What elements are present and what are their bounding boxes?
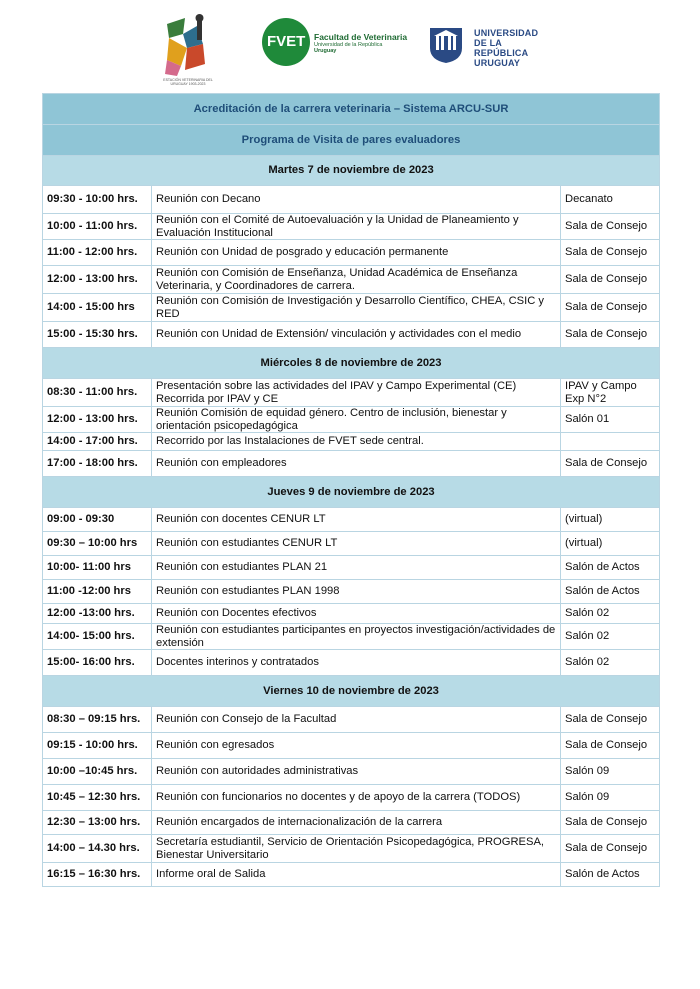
time-cell: 10:45 – 12:30 hrs. xyxy=(43,785,152,811)
schedule-row xyxy=(43,451,660,477)
time-cell: 14:00 - 17:00 hrs. xyxy=(43,433,152,451)
place-cell: Sala de Consejo xyxy=(561,266,660,294)
place-cell: Sala de Consejo xyxy=(561,240,660,266)
header-logos xyxy=(0,12,700,86)
activity-cell: Reunión con estudiantes participantes en proyectos investigación/actividades de extensión xyxy=(152,624,561,650)
place-cell: Sala de Consejo xyxy=(561,733,660,759)
schedule-row xyxy=(43,707,660,733)
place-cell: Sala de Consejo xyxy=(561,294,660,322)
schedule-row xyxy=(43,532,660,556)
time-cell: 09:00 - 09:30 xyxy=(43,508,152,532)
schedule-row xyxy=(43,240,660,266)
schedule-row xyxy=(43,835,660,863)
place-cell: Sala de Consejo xyxy=(561,707,660,733)
place-cell: Decanato xyxy=(561,186,660,214)
place-cell: Salón de Actos xyxy=(561,863,660,887)
place-cell: Salón de Actos xyxy=(561,580,660,604)
place-cell: Salón de Actos xyxy=(561,556,660,580)
activity-cell: Reunión con Decano xyxy=(152,186,561,214)
time-cell: 10:00 - 11:00 hrs. xyxy=(43,214,152,240)
anniversary-caption: ESTACIÓN VETERINARIA DEL URUGUAY 1903-2023 xyxy=(163,78,213,86)
place-cell: Salón 01 xyxy=(561,407,660,433)
activity-cell: Reunión con Comisión de Enseñanza, Unidad Académica de Enseñanza Veterinaria, y Coordinadores de carrera. xyxy=(152,266,561,294)
place-cell: IPAV y Campo Exp N°2 xyxy=(561,379,660,407)
activity-cell: Reunión con docentes CENUR LT xyxy=(152,508,561,532)
activity-cell: Reunión con empleadores xyxy=(152,451,561,477)
time-cell: 12:00 - 13:00 hrs. xyxy=(43,407,152,433)
schedule-row xyxy=(43,556,660,580)
fvet-title: Facultad de Veterinaria xyxy=(314,32,408,42)
time-cell: 08:30 - 11:00 hrs. xyxy=(43,379,152,407)
time-cell: 12:30 – 13:00 hrs. xyxy=(43,811,152,835)
time-cell: 10:00- 11:00 hrs xyxy=(43,556,152,580)
activity-cell: Reunión con Comisión de Investigación y Desarrollo Científico, CHEA, CSIC y RED xyxy=(152,294,561,322)
place-cell: Salón 02 xyxy=(561,624,660,650)
activity-cell: Reunión con Unidad de posgrado y educación permanente xyxy=(152,240,561,266)
fvet-mark: FVET xyxy=(267,33,306,50)
activity-cell: Reunión con estudiantes PLAN 1998 xyxy=(152,580,561,604)
place-cell: Salón 02 xyxy=(561,650,660,676)
activity-cell: Reunión con el Comité de Autoevaluación y la Unidad de Planeamiento y Evaluación Institucional xyxy=(152,214,561,240)
schedule-row xyxy=(43,811,660,835)
program-title: Acreditación de la carrera veterinaria – Sistema ARCU-SUR xyxy=(43,94,660,125)
time-cell: 08:30 – 09:15 hrs. xyxy=(43,707,152,733)
place-cell: Salón 02 xyxy=(561,604,660,624)
place-cell: Sala de Consejo xyxy=(561,451,660,477)
schedule-row xyxy=(43,785,660,811)
place-cell xyxy=(561,433,660,451)
schedule-row xyxy=(43,322,660,348)
activity-cell: Informe oral de Salida xyxy=(152,863,561,887)
activity-cell: Reunión con autoridades administrativas xyxy=(152,759,561,785)
schedule-row xyxy=(43,863,660,887)
day-header-row xyxy=(43,348,660,379)
activity-cell: Reunión con egresados xyxy=(152,733,561,759)
activity-cell: Reunión con Consejo de la Facultad xyxy=(152,707,561,733)
activity-cell: Docentes interinos y contratados xyxy=(152,650,561,676)
day-header-row xyxy=(43,477,660,508)
time-cell: 16:15 – 16:30 hrs. xyxy=(43,863,152,887)
title-row-2 xyxy=(43,125,660,156)
schedule-row xyxy=(43,604,660,624)
schedule-row xyxy=(43,650,660,676)
time-cell: 14:00 - 15:00 hrs xyxy=(43,294,152,322)
time-cell: 11:00 - 12:00 hrs. xyxy=(43,240,152,266)
fvet-subtitle: Universidad de la República xyxy=(314,42,383,48)
schedule-row xyxy=(43,759,660,785)
activity-cell: Recorrido por las Instalaciones de FVET sede central. xyxy=(152,433,561,451)
schedule-row xyxy=(43,624,660,650)
activity-cell: Reunión con Unidad de Extensión/ vinculación y actividades con el medio xyxy=(152,322,561,348)
day-header: Martes 7 de noviembre de 2023 xyxy=(43,156,660,186)
anniversary-logo xyxy=(163,14,211,78)
activity-cell: Reunión con funcionarios no docentes y de apoyo de la carrera (TODOS) xyxy=(152,785,561,811)
schedule-row xyxy=(43,433,660,451)
schedule-row xyxy=(43,294,660,322)
time-cell: 09:15 - 10:00 hrs. xyxy=(43,733,152,759)
activity-cell: Secretaría estudiantil, Servicio de Orientación Psicopedagógica, PROGRESA, Bienestar Universitario xyxy=(152,835,561,863)
place-cell: Salón 09 xyxy=(561,759,660,785)
time-cell: 17:00 - 18:00 hrs. xyxy=(43,451,152,477)
activity-cell: Reunión encargados de internacionalización de la carrera xyxy=(152,811,561,835)
schedule-row xyxy=(43,580,660,604)
program-subtitle: Programa de Visita de pares evaluadores xyxy=(43,125,660,156)
place-cell: (virtual) xyxy=(561,508,660,532)
time-cell: 14:00 – 14.30 hrs. xyxy=(43,835,152,863)
place-cell: Sala de Consejo xyxy=(561,322,660,348)
activity-cell: Reunión con estudiantes PLAN 21 xyxy=(152,556,561,580)
udelar-logo xyxy=(428,26,558,70)
day-header-row xyxy=(43,156,660,186)
fvet-circle xyxy=(262,18,310,66)
day-header-row xyxy=(43,676,660,707)
day-header: Jueves 9 de noviembre de 2023 xyxy=(43,477,660,508)
udelar-line3: URUGUAY xyxy=(474,58,521,68)
schedule-row xyxy=(43,733,660,759)
place-cell: Sala de Consejo xyxy=(561,214,660,240)
time-cell: 11:00 -12:00 hrs xyxy=(43,580,152,604)
udelar-line1: UNIVERSIDAD xyxy=(474,28,539,38)
place-cell: Sala de Consejo xyxy=(561,835,660,863)
fvet-logo xyxy=(262,18,408,68)
udelar-text xyxy=(474,28,558,68)
schedule-row xyxy=(43,186,660,214)
schedule-row xyxy=(43,379,660,407)
place-cell: (virtual) xyxy=(561,532,660,556)
activity-cell: Reunión con Docentes efectivos xyxy=(152,604,561,624)
udelar-seal-icon xyxy=(428,26,464,64)
visit-program-table xyxy=(42,93,660,887)
activity-cell: Reunión Comisión de equidad género. Centro de inclusión, bienestar y orientación psicopedagógica xyxy=(152,407,561,433)
time-cell: 14:00- 15:00 hrs. xyxy=(43,624,152,650)
time-cell: 12:00 -13:00 hrs. xyxy=(43,604,152,624)
schedule-row xyxy=(43,266,660,294)
time-cell: 15:00 - 15:30 hrs. xyxy=(43,322,152,348)
udelar-line2: DE LA REPÚBLICA xyxy=(474,38,529,58)
time-cell: 09:30 - 10:00 hrs. xyxy=(43,186,152,214)
time-cell: 15:00- 16:00 hrs. xyxy=(43,650,152,676)
title-row-1 xyxy=(43,94,660,125)
schedule-row xyxy=(43,508,660,532)
place-cell: Salón 09 xyxy=(561,785,660,811)
schedule-row xyxy=(43,407,660,433)
place-cell: Sala de Consejo xyxy=(561,811,660,835)
day-header: Viernes 10 de noviembre de 2023 xyxy=(43,676,660,707)
schedule-row xyxy=(43,214,660,240)
day-header: Miércoles 8 de noviembre de 2023 xyxy=(43,348,660,379)
activity-cell: Reunión con estudiantes CENUR LT xyxy=(152,532,561,556)
time-cell: 12:00 - 13:00 hrs. xyxy=(43,266,152,294)
fvet-country: Uruguay xyxy=(314,48,337,54)
activity-cell: Presentación sobre las actividades del IPAV y Campo Experimental (CE) Recorrida por IPAV y CE xyxy=(152,379,561,407)
time-cell: 10:00 –10:45 hrs. xyxy=(43,759,152,785)
time-cell: 09:30 – 10:00 hrs xyxy=(43,532,152,556)
